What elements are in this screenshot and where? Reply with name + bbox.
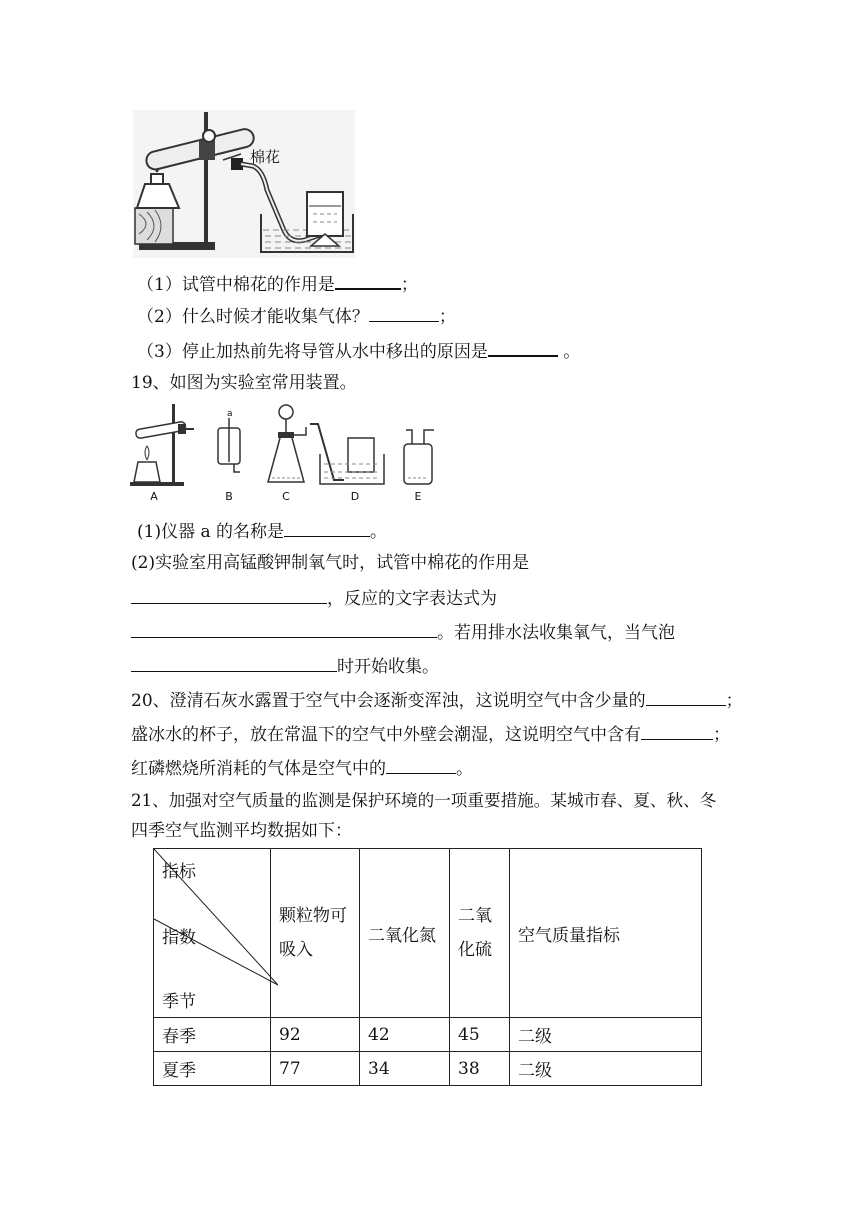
q20-line3: 红磷燃烧所消耗的气体是空气中的 。 — [131, 755, 473, 781]
header-pm: 颗粒物可 吸入 — [271, 849, 360, 1018]
answer-blank[interactable] — [646, 687, 726, 706]
q19-part2d: 时开始收集。 — [131, 653, 439, 679]
header-aqi: 空气质量指标 — [510, 849, 702, 1018]
instrument-a-label: a — [227, 409, 233, 419]
apparatus-c — [268, 405, 306, 482]
apparatus-a — [130, 404, 194, 486]
q20-line2: 盛冰水的杯子，放在常温下的空气中外壁会潮湿，这说明空气中含有 ； — [131, 721, 730, 747]
header-so2: 二氧 化硫 — [450, 849, 510, 1018]
q18-part2: （2）什么时候才能收集气体？ ； — [137, 303, 456, 329]
q18-part3: （3）停止加热前先将导管从水中移出的原因是 。 — [137, 337, 580, 364]
apparatus-d — [310, 424, 384, 484]
table-header-row — [154, 849, 702, 1018]
air-quality-table — [153, 848, 702, 1086]
apparatus-figure-1 — [133, 110, 355, 258]
apparatus-figure-2 — [128, 402, 448, 504]
figure-label-e: E — [414, 490, 422, 503]
table-cell: 夏季 — [154, 1052, 271, 1086]
q18-part1: （1）试管中棉花的作用是 ； — [137, 270, 418, 297]
table-cell: 34 — [360, 1052, 450, 1086]
figure-label-d: D — [350, 490, 360, 503]
table-row — [154, 1018, 702, 1052]
apparatus-b — [218, 409, 240, 472]
apparatus-e — [404, 430, 434, 484]
table-cell: 二级 — [510, 1018, 702, 1052]
table-cell: 春季 — [154, 1018, 271, 1052]
q21-line2: 四季空气监测平均数据如下： — [131, 821, 352, 841]
figure-label-a: A — [150, 490, 158, 503]
figure-label-b: B — [225, 490, 233, 503]
q21-line1: 21、加强对空气质量的监测是保护环境的一项重要措施。某城市春、夏、秋、冬 — [131, 791, 717, 810]
table-cell: 二级 — [510, 1052, 702, 1086]
cotton-label: 棉花 — [250, 148, 281, 166]
answer-blank[interactable] — [386, 755, 456, 774]
table-cell: 42 — [360, 1018, 450, 1052]
answer-blank[interactable] — [369, 303, 439, 322]
q20-line1: 20、澄清石灰水露置于空气中会逐渐变浑浊，这说明空气中含少量的 ； — [131, 687, 743, 713]
q19-title: 19、如图为实验室常用装置。 — [131, 373, 357, 393]
table-cell: 38 — [450, 1052, 510, 1086]
table-corner-cell — [154, 849, 271, 1018]
answer-blank[interactable] — [488, 337, 558, 357]
figure-label-c: C — [282, 490, 290, 503]
corner-label-index: 指数 — [162, 928, 196, 948]
corner-label-indicator: 指标 — [162, 862, 196, 882]
corner-label-season: 季节 — [162, 992, 196, 1012]
q19-part2: (2)实验室用高锰酸钾制氧气时，试管中棉花的作用是 — [131, 553, 530, 573]
answer-blank[interactable] — [131, 653, 337, 672]
answer-blank[interactable] — [641, 721, 713, 740]
q19-part2b: ，反应的文字表达式为 — [131, 585, 497, 611]
table-cell: 45 — [450, 1018, 510, 1052]
table-cell: 92 — [271, 1018, 360, 1052]
answer-blank[interactable] — [131, 619, 437, 638]
q19-part2c: 。若用排水法收集氧气，当气泡 — [131, 619, 675, 645]
answer-blank[interactable] — [284, 518, 370, 537]
answer-blank[interactable] — [335, 270, 401, 290]
answer-blank[interactable] — [131, 585, 327, 604]
header-no2: 二氧化氮 — [360, 849, 450, 1018]
table-row — [154, 1052, 702, 1086]
table-cell: 77 — [271, 1052, 360, 1086]
q19-part1: (1)仪器 a 的名称是 。 — [137, 518, 387, 544]
